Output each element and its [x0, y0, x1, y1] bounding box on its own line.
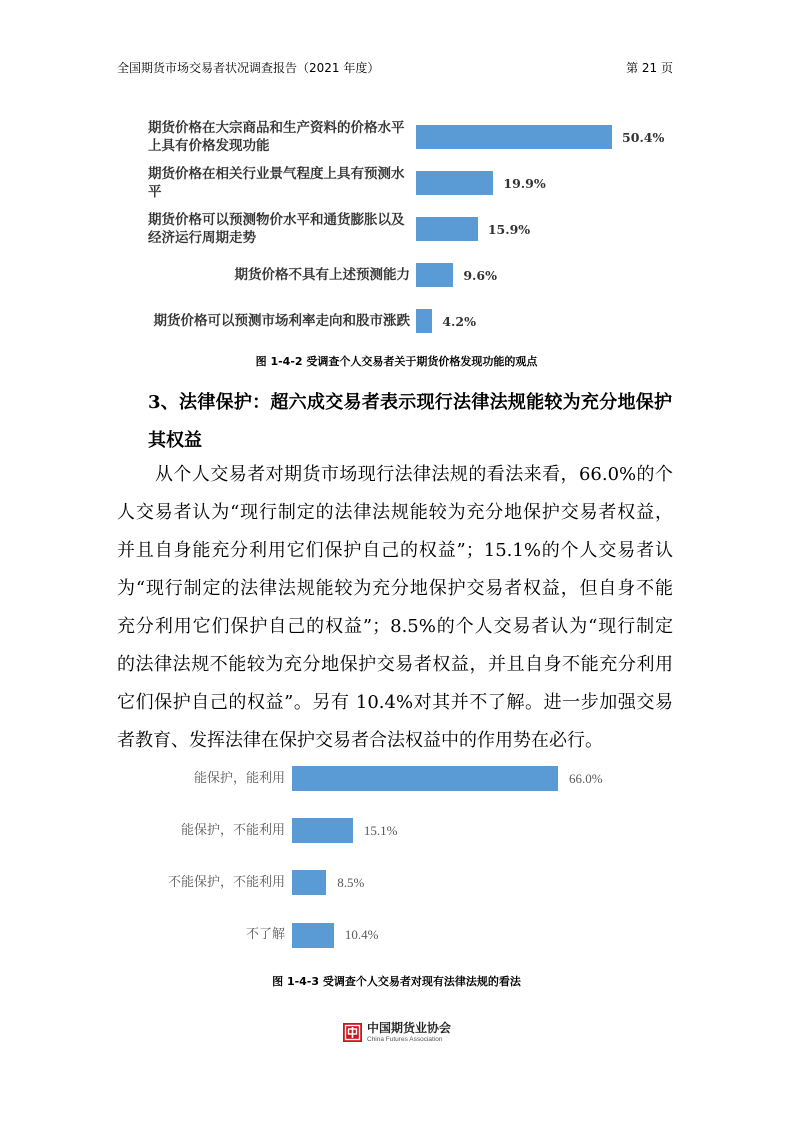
category-label: 期货价格在相关行业景气程度上具有预测水 平 [148, 166, 405, 200]
bar [416, 309, 432, 333]
bar [416, 125, 612, 149]
data-label: 15.1% [363, 822, 398, 838]
footer-logo [343, 1021, 473, 1045]
category-label-box [148, 120, 410, 154]
bar [416, 171, 493, 195]
category-label: 不能保护，不能利用 [167, 874, 285, 890]
figure-caption: 图 1-4-2 受调查个人交易者关于期货价格发现功能的观点 [255, 355, 538, 368]
data-label: 4.2% [442, 313, 476, 329]
bar [416, 263, 453, 287]
data-label: 8.5% [337, 874, 365, 890]
report-title: 全国期货市场交易者状况调查报告（2021 年度） [117, 61, 380, 75]
org-name-en: China Futures Association [367, 1036, 443, 1043]
category-label: 能保护，不能利用 [180, 822, 285, 838]
paragraph-line: 为“现行制定的法律法规能较为充分地保护交易者权益，但自身不能 [117, 578, 673, 599]
category-label-box [150, 923, 285, 948]
category-label-box [148, 309, 410, 333]
paragraph-line: 人交易者认为“现行制定的法律法规能较为充分地保护交易者权益， [117, 502, 673, 523]
paragraph-line: 从个人交易者对期货市场现行法律法规的看法来看，66.0%的个 [155, 464, 673, 485]
bar [416, 217, 478, 241]
category-label-box [148, 212, 410, 246]
data-label: 66.0% [568, 770, 603, 786]
category-label-box [150, 766, 285, 791]
section-heading [148, 384, 672, 460]
category-label-box [150, 818, 285, 843]
org-name: 中国期货业协会 [367, 1021, 452, 1035]
figure-1-4-2-bar-chart [148, 118, 668, 340]
body-paragraph [117, 456, 673, 760]
paragraph-line: 它们保护自己的权益”。另有 10.4%对其并不了解。进一步加强交易 [117, 692, 673, 713]
data-label: 10.4% [344, 927, 379, 943]
figure-caption: 图 1-4-3 受调查个人交易者对现有法律法规的看法 [272, 975, 521, 988]
category-label: 期货价格可以预测市场利率走向和股市涨跌 [153, 313, 410, 329]
bar [292, 870, 326, 895]
paragraph-line: 并且自身能充分利用它们保护自己的权益”；15.1%的个人交易者认 [117, 540, 673, 561]
category-label: 期货价格不具有上述预测能力 [234, 267, 410, 283]
bar [292, 818, 353, 843]
data-label: 19.9% [503, 175, 546, 191]
category-label: 不了解 [245, 927, 285, 943]
section-heading-line: 3、法律保护：超六成交易者表示现行法律法规能较为充分地保护 [148, 392, 672, 413]
category-label: 期货价格可以预测物价水平和通货膨胀以及 经济运行周期走势 [148, 212, 405, 246]
cffa-logo-icon [343, 1023, 362, 1042]
section-heading-line: 其权益 [148, 430, 202, 451]
category-label: 能保护，能利用 [193, 770, 285, 786]
category-label-box [148, 263, 410, 287]
paragraph-line: 充分利用它们保护自己的权益”；8.5%的个人交易者认为“现行制定 [117, 616, 673, 637]
figure-1-4-3-bar-chart [150, 760, 670, 955]
paragraph-line: 者教育、发挥法律在保护交易者合法权益中的作用势在必行。 [117, 730, 603, 751]
data-label: 9.6% [463, 267, 497, 283]
category-label-box [150, 870, 285, 895]
bar [292, 923, 334, 948]
bar [292, 766, 558, 791]
page-number: 第 21 页 [626, 61, 673, 75]
paragraph-line: 的法律法规不能较为充分地保护交易者权益，并且自身不能充分利用 [117, 654, 673, 675]
category-label: 期货价格在大宗商品和生产资料的价格水平 上具有价格发现功能 [148, 120, 405, 154]
data-label: 15.9% [487, 221, 531, 237]
data-label: 50.4% [622, 129, 665, 145]
category-label-box [148, 166, 410, 200]
